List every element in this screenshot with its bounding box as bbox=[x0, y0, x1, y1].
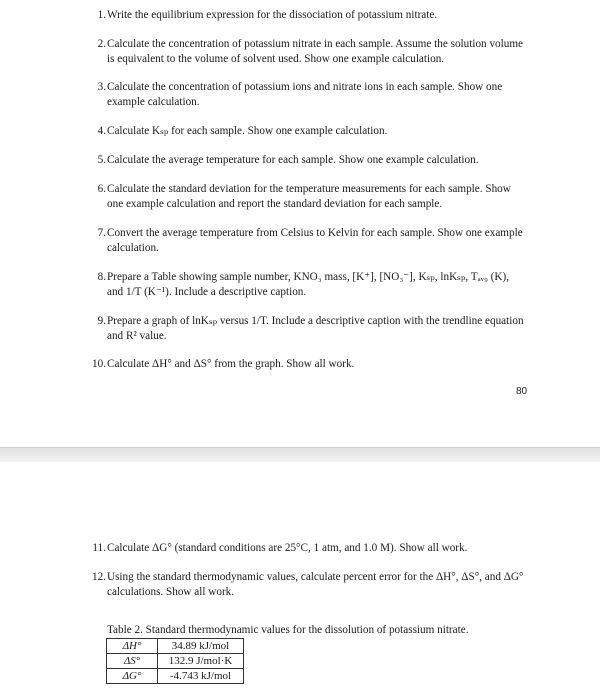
question-number: 12. bbox=[92, 571, 106, 583]
question-number: 8. bbox=[97, 271, 106, 283]
question-number: 1. bbox=[97, 9, 106, 21]
table-cell-value: 34.89 kJ/mol bbox=[158, 639, 244, 654]
table-row bbox=[107, 639, 244, 654]
question-number: 5. bbox=[97, 154, 106, 166]
question-text: Calculate the concentration of potassium ions and nitrate ions in each sample. Show one example calculation. bbox=[107, 81, 503, 108]
question-text: Prepare a graph of lnKₛₚ versus 1/T. Include a descriptive caption with the trendline equation and R² value. bbox=[107, 315, 524, 342]
page-number: 80 bbox=[516, 386, 528, 397]
question-text: Calculate Kₛₚ for each sample. Show one example calculation. bbox=[107, 125, 388, 137]
question-text: Calculate ΔG° (standard conditions are 25°C, 1 atm, and 1.0 M). Show all work. bbox=[107, 542, 468, 554]
question-text: Prepare a Table showing sample number, KNO₃ mass, [K⁺], [NO₃⁻], Kₛₚ, lnKₛₚ, Tₐᵥ₉ (K), and 1/T (K⁻¹). Include a descriptive caption. bbox=[107, 271, 509, 298]
question-text: Convert the average temperature from Celsius to Kelvin for each sample. Show one example calculation. bbox=[107, 227, 523, 254]
table-row bbox=[107, 654, 244, 669]
question-text: Calculate the average temperature for each sample. Show one example calculation. bbox=[107, 154, 479, 166]
table-cell-symbol: ΔH° bbox=[107, 639, 158, 654]
question-text: Write the equilibrium expression for the dissociation of potassium nitrate. bbox=[107, 9, 438, 21]
question-text: Calculate the standard deviation for the temperature measurements for each sample. Show one example calculation and report the standard deviation for each sample. bbox=[107, 183, 511, 210]
table-cell-value: -4.743 kJ/mol bbox=[158, 669, 244, 684]
question-number: 3. bbox=[97, 81, 106, 93]
question-number: 4. bbox=[97, 125, 106, 137]
question-number: 11. bbox=[92, 542, 106, 554]
table-cell-symbol: ΔS° bbox=[107, 654, 158, 669]
question-number: 6. bbox=[97, 183, 106, 195]
question-number: 9. bbox=[97, 315, 106, 327]
table-row bbox=[107, 669, 244, 684]
table-cell-value: 132.9 J/mol·K bbox=[158, 654, 244, 669]
table-cell-symbol: ΔG° bbox=[107, 669, 158, 684]
question-number: 7. bbox=[97, 227, 106, 239]
question-text: Calculate the concentration of potassium nitrate in each sample. Assume the solution volume is equivalent to the volume of solvent used. Show one example calculation. bbox=[107, 38, 524, 65]
table-caption: Table 2. Standard thermodynamic values for the dissolution of potassium nitrate. bbox=[107, 624, 469, 636]
question-text: Calculate ΔH° and ΔS° from the graph. Show all work. bbox=[107, 358, 355, 370]
question-text: Using the standard thermodynamic values, calculate percent error for the ΔH°, ΔS°, and ΔG° calculations. Show all work. bbox=[107, 571, 524, 598]
question-number: 2. bbox=[97, 38, 106, 50]
question-number: 10. bbox=[92, 358, 106, 370]
thermodynamic-values-table bbox=[106, 638, 244, 684]
